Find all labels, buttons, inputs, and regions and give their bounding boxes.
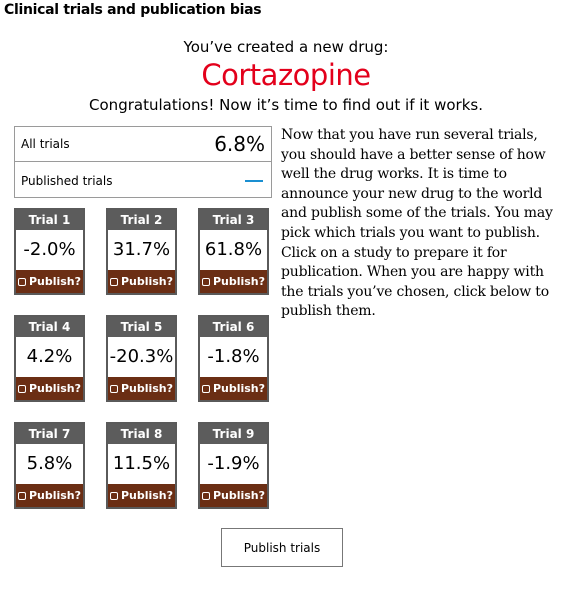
- trial-card-9[interactable]: [198, 422, 269, 509]
- published-trials-row: [15, 163, 271, 198]
- trial-card-7[interactable]: [14, 422, 85, 509]
- publish-label: Publish?: [212, 275, 266, 288]
- checkbox-icon[interactable]: [110, 492, 118, 500]
- published-trials-label: Published trials: [21, 173, 113, 188]
- publish-label: Publish?: [212, 489, 266, 502]
- checkbox-icon[interactable]: [202, 385, 210, 393]
- trial-value: 31.7%: [112, 239, 171, 260]
- publish-checkbox[interactable]: [200, 270, 267, 293]
- checkbox-icon[interactable]: [110, 385, 118, 393]
- trial-value: -1.9%: [207, 453, 260, 474]
- publish-label: Publish?: [28, 382, 82, 395]
- publish-checkbox[interactable]: [16, 484, 83, 507]
- all-trials-row: [15, 127, 271, 162]
- drug-name: Cortazopine: [201, 58, 371, 92]
- publish-label: Publish?: [120, 489, 174, 502]
- publish-checkbox[interactable]: [200, 484, 267, 507]
- trial-title: Trial 2: [108, 210, 175, 230]
- publish-label: Publish?: [28, 489, 82, 502]
- trial-title: Trial 7: [16, 424, 83, 444]
- trial-value: 5.8%: [26, 453, 73, 474]
- checkbox-icon[interactable]: [110, 278, 118, 286]
- all-trials-label: All trials: [21, 137, 70, 151]
- page-title: Clinical trials and publication bias: [4, 2, 262, 18]
- trial-value: -20.3%: [109, 346, 174, 367]
- summary-panel: [14, 126, 272, 198]
- publish-checkbox[interactable]: [200, 377, 267, 400]
- trial-title: Trial 8: [108, 424, 175, 444]
- trial-card-1[interactable]: [14, 208, 85, 295]
- intro-text: You’ve created a new drug:: [183, 38, 389, 56]
- trial-card-6[interactable]: [198, 315, 269, 402]
- publish-checkbox[interactable]: [16, 377, 83, 400]
- publish-checkbox[interactable]: [108, 270, 175, 293]
- trial-value: 4.2%: [26, 346, 73, 367]
- publish-label: Publish?: [120, 382, 174, 395]
- publish-trials-button[interactable]: Publish trials: [221, 528, 343, 567]
- checkbox-icon[interactable]: [18, 278, 26, 286]
- checkbox-icon[interactable]: [18, 385, 26, 393]
- checkbox-icon[interactable]: [202, 492, 210, 500]
- trial-title: Trial 6: [200, 317, 267, 337]
- trial-title: Trial 1: [16, 210, 83, 230]
- publish-checkbox[interactable]: [108, 377, 175, 400]
- trial-title: Trial 4: [16, 317, 83, 337]
- trial-card-2[interactable]: [106, 208, 177, 295]
- congrats-text: Congratulations! Now it’s time to find out if it works.: [89, 96, 483, 114]
- publish-label: Publish?: [28, 275, 82, 288]
- checkbox-icon[interactable]: [18, 492, 26, 500]
- trial-card-8[interactable]: [106, 422, 177, 509]
- checkbox-icon[interactable]: [202, 278, 210, 286]
- trial-value: -1.8%: [207, 346, 260, 367]
- all-trials-value: 6.8%: [214, 132, 265, 156]
- trial-title: Trial 3: [200, 210, 267, 230]
- publish-checkbox[interactable]: [108, 484, 175, 507]
- trial-value: 61.8%: [204, 239, 263, 260]
- published-trials-value: [245, 180, 263, 182]
- trial-card-3[interactable]: [198, 208, 269, 295]
- trial-value: 11.5%: [112, 453, 171, 474]
- publish-label: Publish?: [212, 382, 266, 395]
- publish-checkbox[interactable]: [16, 270, 83, 293]
- trial-title: Trial 5: [108, 317, 175, 337]
- trial-card-4[interactable]: [14, 315, 85, 402]
- trial-card-5[interactable]: [106, 315, 177, 402]
- trial-value: -2.0%: [23, 239, 76, 260]
- trial-title: Trial 9: [200, 424, 267, 444]
- instructions-text: Now that you have run several trials, you should have a better sense of how well the drug works. It is time to announce your new drug to the world and publish some of the trials. You may pick which trials you want to publish. Click on a study to prepare it for publication. When you are happy with the trials you’ve chosen, click below to publish them.: [281, 127, 553, 320]
- publish-label: Publish?: [120, 275, 174, 288]
